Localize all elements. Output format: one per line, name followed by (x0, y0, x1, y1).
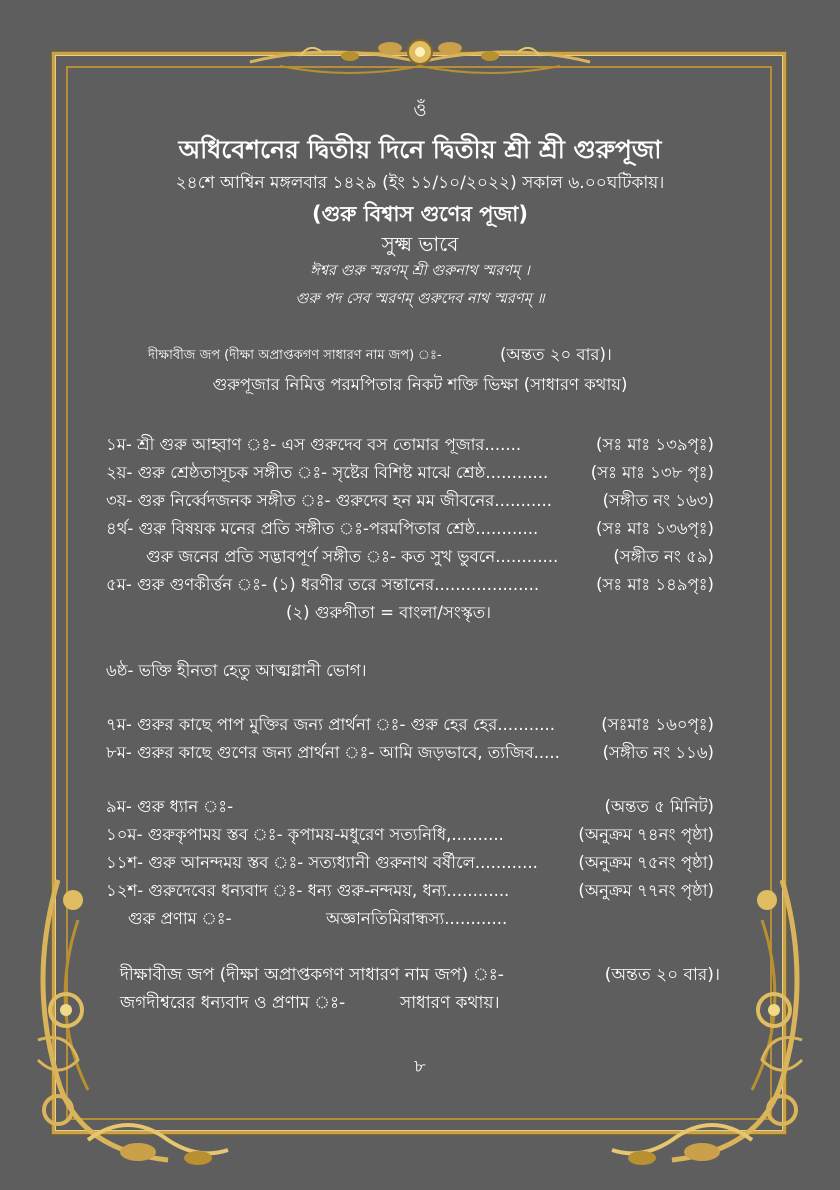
closing-japa-count: (অন্তত ২০ বার)। (604, 965, 720, 985)
list-item-ref: (সঙ্গীত নং ১৬৩) (602, 491, 714, 510)
list-item-ref: (অনুক্রম ৭৫নং পৃষ্ঠা) (578, 853, 714, 872)
page-number: ৮ (414, 1056, 426, 1077)
verse-line-2: গুরু পদ সেব স্মরণম্ গুরুদেব নাথ স্মরণম্ ॥ (295, 291, 545, 307)
bottom-right-floral-ornament (582, 860, 822, 1180)
verse-line-1: ঈশ্বর গুরু স্মরণম্ শ্রী গুরুনাথ স্মরণম্ । (310, 263, 530, 279)
list-item-ref: (অনুক্রম ৭৪নং পৃষ্ঠা) (578, 825, 714, 844)
list-item-6: ৬ষ্ঠ- ভক্তি হীনতা হেতু আত্মগ্লানী ভোগ। (106, 661, 367, 680)
list-item-left: ১১শ- গুরু আনন্দময় স্তব ঃ- সত্যধ্যানী গুরুনাথ বর্ষীলে............ (106, 853, 538, 872)
pranam-label: গুরু প্রণাম ঃ- (128, 909, 232, 928)
intro-japa-label: দীক্ষাবীজ জপ (দীক্ষা অপ্রাপ্তকগণ সাধারণ নাম জপ) ঃ- (148, 348, 442, 363)
list-item-left: ২য়- গুরু শ্রেষ্ঠতাসূচক সঙ্গীত ঃ- সৃষ্টের বিশিষ্ট মাঝে শ্রেষ্ঠ............ (106, 463, 549, 482)
list-item-left: ১২শ- গুরুদেবের ধন্যবাদ ঃ- ধন্য গুরু-নন্দময়, ধন্য............ (106, 881, 510, 900)
list-item-ref: (অনুক্রম ৭৭নং পৃষ্ঠা) (578, 881, 714, 900)
list-item-left: ৫ম- গুরু গুণকীর্ত্তন ঃ- (১) ধরণীর তরে সন্তানের.................... (106, 575, 540, 594)
list-item-ref: (সঃ মাঃ ১৩৮ পৃঃ) (590, 463, 714, 482)
list-item-ref: (সঃ মাঃ ১৩৯পৃঃ) (596, 435, 714, 454)
list-item-left: ৯ম- গুরু ধ্যান ঃ- (106, 797, 234, 816)
list-item-ref: (সঙ্গীত নং ৫৯) (613, 547, 714, 566)
list-item-ref: (সঃ মাঃ ১৪৯পৃঃ) (596, 575, 714, 594)
intro-japa-count: (অন্তত ২০ বার)। (500, 345, 612, 364)
pranam-text: অজ্ঞানতিমিরান্ধস্য............ (326, 909, 508, 928)
list-item-ref: (সঃ মাঃ ১৩৬পৃঃ) (596, 519, 714, 538)
closing-japa-label: দীক্ষাবীজ জপ (দীক্ষা অপ্রাপ্তকগণ সাধারণ নাম জপ) ঃ- (120, 965, 504, 985)
page-title: অধিবেশনের দ্বিতীয় দিনে দ্বিতীয় শ্রী শ্রী গুরুপূজা (178, 135, 662, 164)
list-item-ref: (অন্তত ৫ মিনিট) (604, 797, 714, 816)
list-item-ref: (সঙ্গীত নং ১১৬) (602, 743, 714, 762)
closing-thanks-text: সাধারণ কথায়। (400, 993, 500, 1013)
list-item-left: (২) গুরুগীতা = বাংলা/সংস্কৃত। (286, 603, 492, 622)
date-line: ২৪শে আশ্বিন মঙ্গলবার ১৪২৯ (ইং ১১/১০/২০২২) সকাল ৬.০০ঘটিকায়। (175, 173, 665, 193)
list-item-left: ১০ম- গুরুকৃপাময় স্তব ঃ- কৃপাময়-মধুরেণ সত্যনিধি,.......... (106, 825, 504, 844)
list-item-left: ৪র্থ- গুরু বিষয়ক মনের প্রতি সঙ্গীত ঃ-পরমপিতার শ্রেষ্ঠ............ (106, 519, 539, 538)
list-item-left: ৭ম- গুরুর কাছে পাপ মুক্তির জন্য প্রার্থনা ঃ- গুরু হের হের........... (106, 715, 555, 734)
list-item-left: ৩য়- গুরু নির্ব্বেদজনক সঙ্গীত ঃ- গুরুদেব হন মম জীবনের........... (106, 491, 553, 510)
list-item-left: ৮ম- গুরুর কাছে গুণের জন্য প্রার্থনা ঃ- আমি জড়ভাবে, ত্যজিব..... (106, 743, 560, 762)
top-floral-ornament (240, 22, 600, 86)
mode-text: সুক্ষ্ম ভাবে (381, 232, 459, 256)
subtitle: (গুরু বিশ্বাস গুণের পূজা) (312, 202, 528, 226)
closing-thanks-label: জগদীশ্বরের ধন্যবাদ ও প্রণাম ঃ- (120, 993, 346, 1013)
om-symbol: ওঁ (413, 100, 427, 121)
list-item-left: ১ম- শ্রী গুরু আহ্বাণ ঃ- এস গুরুদেব বস তোমার পূজার....... (106, 435, 522, 454)
list-item-left: গুরু জনের প্রতি সদ্ভাবপূর্ণ সঙ্গীত ঃ- কত সুখ ভুবনে............ (146, 547, 559, 566)
intro-prayer: গুরুপূজার নিমিত্ত পরমপিতার নিকট শক্তি ভিক্ষা (সাধারণ কথায়) (212, 375, 628, 394)
list-item-ref: (সঃমাঃ ১৬০পৃঃ) (601, 715, 714, 734)
